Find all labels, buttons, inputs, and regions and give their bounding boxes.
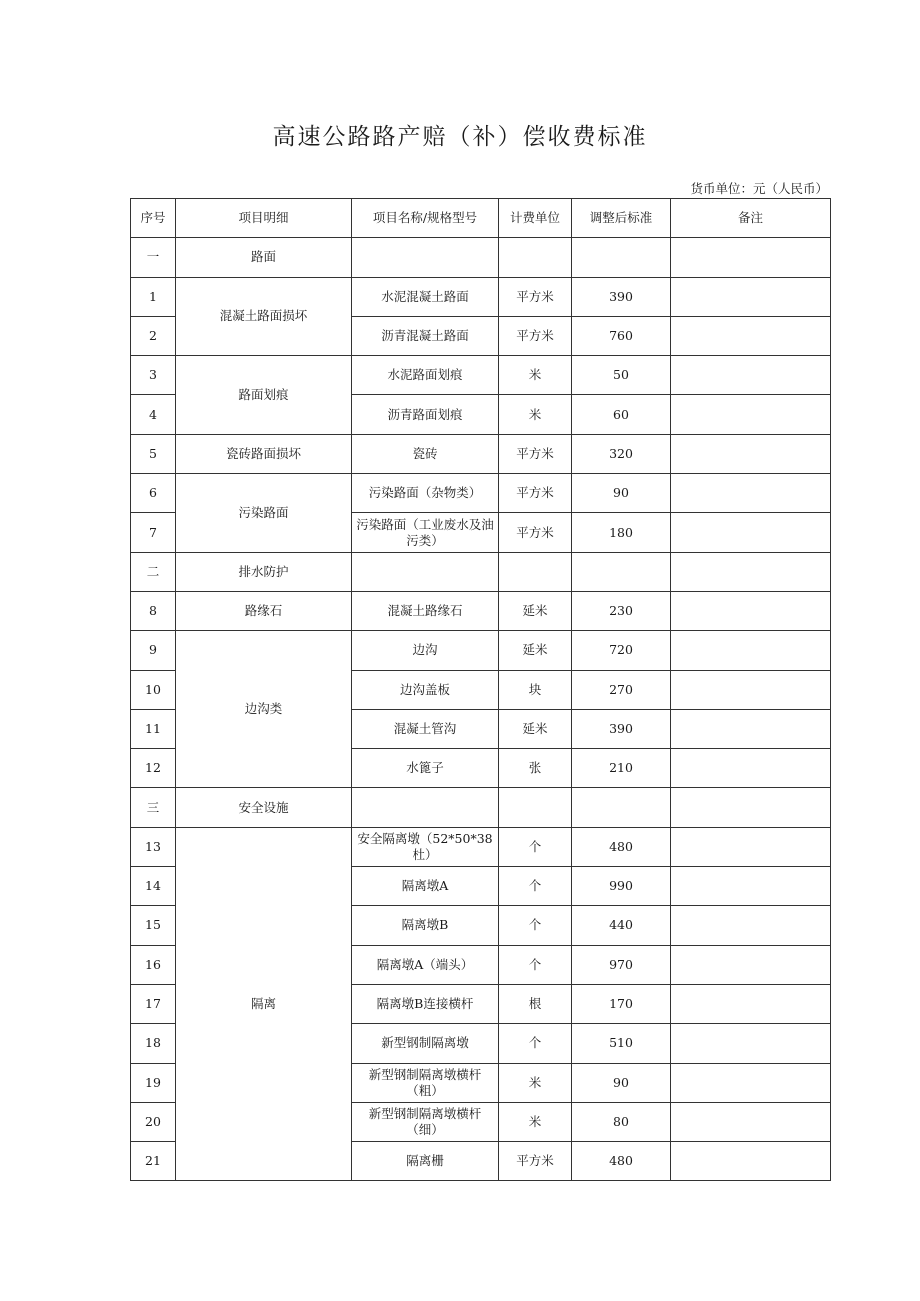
cell-unit: 个: [499, 827, 572, 866]
cell-note: [671, 749, 831, 788]
cell-note: [671, 670, 831, 709]
cell-item: 混凝土路面损坏: [176, 277, 352, 356]
cell-name: 污染路面（杂物类）: [352, 474, 499, 513]
cell-name: [352, 552, 499, 591]
cell-item: 安全设施: [176, 788, 352, 827]
cell-unit: 平方米: [499, 474, 572, 513]
cell-seq: 三: [131, 788, 176, 827]
cell-price: 480: [572, 1142, 671, 1181]
header-item: 项目明细: [176, 199, 352, 238]
cell-note: [671, 356, 831, 395]
cell-note: [671, 1063, 831, 1102]
cell-item: 污染路面: [176, 474, 352, 553]
cell-name: 边沟: [352, 631, 499, 670]
cell-note: [671, 709, 831, 748]
cell-seq: 二: [131, 552, 176, 591]
header-name: 项目名称/规格型号: [352, 199, 499, 238]
table-row: [131, 552, 831, 591]
cell-price: 90: [572, 1063, 671, 1102]
cell-price: 390: [572, 709, 671, 748]
cell-item: 路面: [176, 238, 352, 277]
cell-price: [572, 788, 671, 827]
cell-seq: 5: [131, 434, 176, 473]
page-title: 高速公路路产赔（补）偿收费标准: [272, 124, 648, 150]
cell-name: [352, 788, 499, 827]
cell-name: 新型钢制隔离墩横杆（粗）: [352, 1063, 499, 1102]
cell-unit: 米: [499, 1063, 572, 1102]
cell-price: 440: [572, 906, 671, 945]
cell-name: 隔离墩A（端头）: [352, 945, 499, 984]
cell-price: 60: [572, 395, 671, 434]
cell-item: 隔离: [176, 827, 352, 1181]
cell-note: [671, 395, 831, 434]
cell-name: 边沟盖板: [352, 670, 499, 709]
cell-note: [671, 1142, 831, 1181]
cell-name: 沥青混凝土路面: [352, 316, 499, 355]
cell-note: [671, 1102, 831, 1141]
cell-unit: 延米: [499, 709, 572, 748]
cell-unit: 延米: [499, 631, 572, 670]
cell-price: 760: [572, 316, 671, 355]
cell-seq: 14: [131, 867, 176, 906]
table-row: [131, 277, 831, 316]
cell-unit: 个: [499, 945, 572, 984]
cell-unit: 平方米: [499, 513, 572, 552]
cell-note: [671, 906, 831, 945]
cell-note: [671, 552, 831, 591]
cell-unit: 平方米: [499, 1142, 572, 1181]
cell-price: 270: [572, 670, 671, 709]
cell-price: 90: [572, 474, 671, 513]
header-seq: 序号: [131, 199, 176, 238]
cell-price: 230: [572, 591, 671, 630]
cell-unit: [499, 552, 572, 591]
cell-note: [671, 591, 831, 630]
cell-name: 混凝土路缘石: [352, 591, 499, 630]
cell-name: 沥青路面划痕: [352, 395, 499, 434]
cell-name: 水篦子: [352, 749, 499, 788]
cell-item: 瓷砖路面损坏: [176, 434, 352, 473]
cell-unit: 平方米: [499, 316, 572, 355]
cell-seq: 3: [131, 356, 176, 395]
cell-note: [671, 316, 831, 355]
cell-seq: 13: [131, 827, 176, 866]
cell-item: 边沟类: [176, 631, 352, 788]
cell-note: [671, 474, 831, 513]
table-row: [131, 356, 831, 395]
cell-unit: 根: [499, 984, 572, 1023]
cell-seq: 21: [131, 1142, 176, 1181]
cell-price: 970: [572, 945, 671, 984]
cell-seq: 19: [131, 1063, 176, 1102]
cell-note: [671, 513, 831, 552]
cell-unit: 张: [499, 749, 572, 788]
cell-note: [671, 277, 831, 316]
cell-note: [671, 867, 831, 906]
cell-unit: [499, 238, 572, 277]
cell-seq: 4: [131, 395, 176, 434]
cell-seq: 6: [131, 474, 176, 513]
cell-name: 安全隔离墩（52*50*38杜）: [352, 827, 499, 866]
cell-unit: 个: [499, 906, 572, 945]
cell-name: 混凝土管沟: [352, 709, 499, 748]
cell-note: [671, 788, 831, 827]
cell-seq: 16: [131, 945, 176, 984]
cell-price: 510: [572, 1024, 671, 1063]
cell-name: 隔离墩B连接横杆: [352, 984, 499, 1023]
cell-name: 新型钢制隔离墩横杆（细）: [352, 1102, 499, 1141]
cell-seq: 1: [131, 277, 176, 316]
header-unit: 计费单位: [499, 199, 572, 238]
cell-seq: 8: [131, 591, 176, 630]
cell-note: [671, 984, 831, 1023]
cell-price: 210: [572, 749, 671, 788]
cell-seq: 20: [131, 1102, 176, 1141]
cell-unit: 平方米: [499, 277, 572, 316]
fee-table: [130, 198, 831, 1181]
cell-unit: 延米: [499, 591, 572, 630]
cell-name: 隔离墩A: [352, 867, 499, 906]
cell-price: 990: [572, 867, 671, 906]
cell-note: [671, 434, 831, 473]
cell-item: 路面划痕: [176, 356, 352, 435]
cell-unit: 个: [499, 867, 572, 906]
cell-item: 路缘石: [176, 591, 352, 630]
header-price: 调整后标准: [572, 199, 671, 238]
header-note: 备注: [671, 199, 831, 238]
table-row: [131, 631, 831, 670]
cell-note: [671, 827, 831, 866]
cell-unit: 块: [499, 670, 572, 709]
header-row: [131, 199, 831, 238]
cell-price: 50: [572, 356, 671, 395]
table-row: [131, 238, 831, 277]
cell-note: [671, 238, 831, 277]
cell-name: 隔离栅: [352, 1142, 499, 1181]
cell-unit: 米: [499, 1102, 572, 1141]
cell-unit: 个: [499, 1024, 572, 1063]
cell-unit: 平方米: [499, 434, 572, 473]
cell-item: 排水防护: [176, 552, 352, 591]
cell-name: 隔离墩B: [352, 906, 499, 945]
cell-name: [352, 238, 499, 277]
table-row: [131, 827, 831, 866]
cell-note: [671, 1024, 831, 1063]
cell-name: 水泥路面划痕: [352, 356, 499, 395]
cell-name: 新型钢制隔离墩: [352, 1024, 499, 1063]
cell-seq: 15: [131, 906, 176, 945]
table-row: [131, 434, 831, 473]
cell-unit: [499, 788, 572, 827]
table-row: [131, 591, 831, 630]
cell-seq: 10: [131, 670, 176, 709]
cell-name: 水泥混凝土路面: [352, 277, 499, 316]
cell-seq: 9: [131, 631, 176, 670]
table-row: [131, 788, 831, 827]
cell-price: [572, 552, 671, 591]
cell-seq: 11: [131, 709, 176, 748]
cell-price: [572, 238, 671, 277]
table-row: [131, 474, 831, 513]
cell-price: 720: [572, 631, 671, 670]
cell-price: 180: [572, 513, 671, 552]
cell-price: 170: [572, 984, 671, 1023]
cell-name: 污染路面（工业废水及油污类）: [352, 513, 499, 552]
cell-seq: 18: [131, 1024, 176, 1063]
cell-seq: 17: [131, 984, 176, 1023]
cell-seq: 一: [131, 238, 176, 277]
cell-seq: 2: [131, 316, 176, 355]
cell-price: 80: [572, 1102, 671, 1141]
cell-price: 480: [572, 827, 671, 866]
cell-note: [671, 631, 831, 670]
cell-name: 瓷砖: [352, 434, 499, 473]
currency-note: 货币单位：元（人民币）: [690, 181, 828, 196]
cell-unit: 米: [499, 395, 572, 434]
cell-note: [671, 945, 831, 984]
cell-price: 320: [572, 434, 671, 473]
cell-seq: 12: [131, 749, 176, 788]
cell-unit: 米: [499, 356, 572, 395]
cell-seq: 7: [131, 513, 176, 552]
cell-price: 390: [572, 277, 671, 316]
